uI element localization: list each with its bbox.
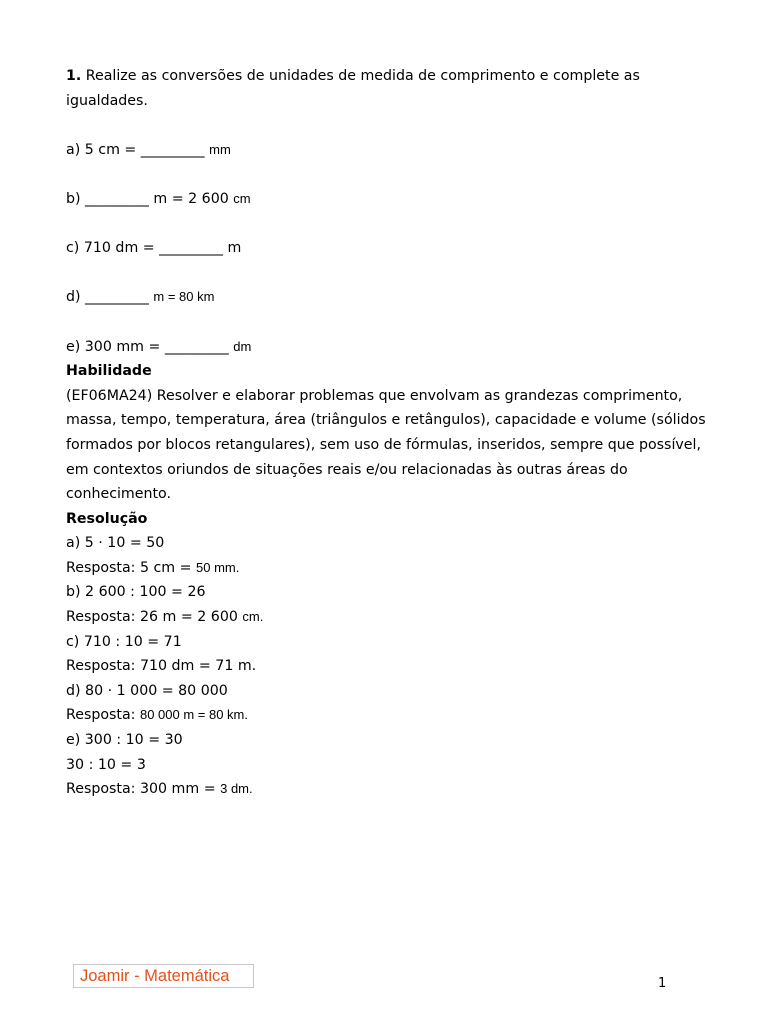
page-number: 1 [658,976,667,991]
resolucao-e-answer: Resposta: 300 mm = 3 dm. [66,781,253,798]
resolucao-a-calc: a) 5 · 10 = 50 [66,535,165,552]
item-e: e) 300 mm = _________ dm [66,338,252,355]
question-number: 1. [66,68,82,84]
question-text: Realize as conversões de unidades de medida de comprimento e complete as igualdades. [66,68,640,109]
habilidade-text: (EF06MA24) Resolver e elaborar problemas que envolvam as grandezas comprimento, massa, tempo, temperatura, área (triângulos e retângulos), capacidade e volume (sólidos formados por blocos retangulares), sem uso de fórmulas, inseridos, sempre que possível, em contextos oriundos de situações reais e/ou relacionadas às outras áreas do conhecimento. [66,387,706,503]
item-a: a) 5 cm = _________ mm [66,141,231,158]
item-c: c) 710 dm = _________ m [66,240,242,257]
item-b: b) _________ m = 2 600 cm [66,190,251,207]
resolucao-c-calc: c) 710 : 10 = 71 [66,633,182,650]
document-body [66,64,726,802]
brand-label: Joamir - Matemática [80,967,230,985]
resolucao-heading: Resolução [66,510,148,527]
resolucao-c-answer: Resposta: 710 dm = 71 m. [66,658,257,675]
item-d: d) _________ m = 80 km [66,289,215,306]
resolucao-e-calc-2: 30 : 10 = 3 [66,756,146,773]
resolucao-b-answer: Resposta: 26 m = 2 600 cm. [66,609,264,626]
question-prompt [66,64,726,113]
brand-footer [73,964,254,988]
resolucao-d-answer: Resposta: 80 000 m = 80 km. [66,707,248,724]
resolucao-b-calc: b) 2 600 : 100 = 26 [66,584,206,601]
resolucao-e-calc: e) 300 : 10 = 30 [66,732,183,749]
resolucao-d-calc: d) 80 · 1 000 = 80 000 [66,682,228,699]
habilidade-heading: Habilidade [66,363,152,380]
resolucao-a-answer: Resposta: 5 cm = 50 mm. [66,559,240,576]
